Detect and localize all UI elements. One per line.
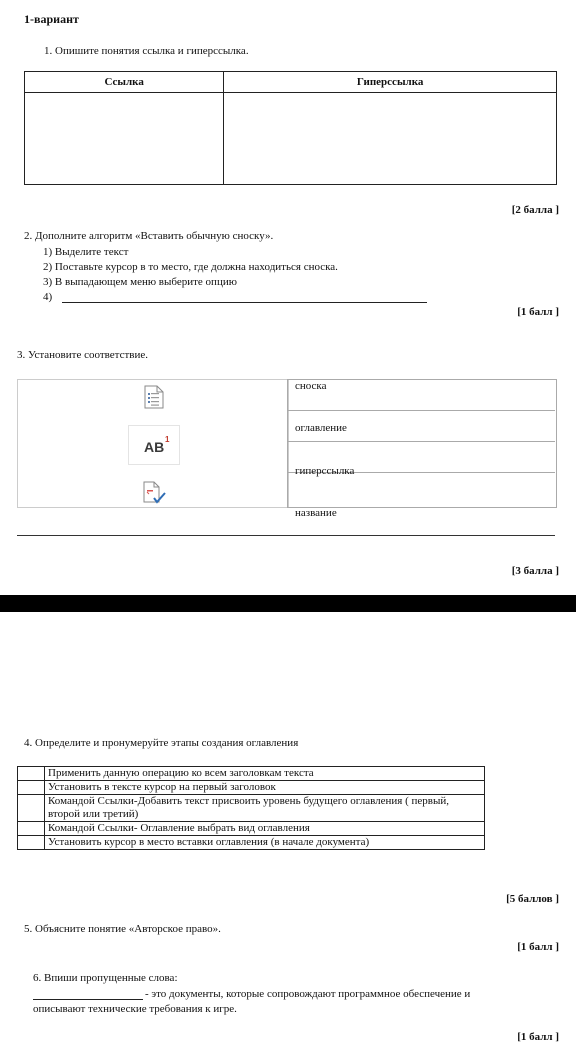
q3-divider-2 bbox=[288, 441, 555, 442]
q1-answer-hyperlink[interactable] bbox=[224, 93, 557, 185]
q4-step: Установить в тексте курсор на первый заголовок bbox=[45, 781, 485, 795]
q3-options-panel bbox=[287, 379, 557, 508]
q4-number-cell[interactable] bbox=[18, 767, 45, 781]
q1-table bbox=[24, 71, 557, 185]
q4-score: [5 баллов ] bbox=[506, 893, 559, 905]
q4-number-cell[interactable] bbox=[18, 836, 45, 850]
q2-answer-line[interactable] bbox=[62, 302, 427, 303]
q4-step: Командой Ссылки-Добавить текст присвоить уровень будущего оглавления ( первый, второй или третий) bbox=[45, 795, 485, 822]
page-separator bbox=[0, 595, 576, 612]
q4-number-cell[interactable] bbox=[18, 781, 45, 795]
q6-score: [1 балл ] bbox=[517, 1031, 559, 1043]
superscript-ab-icon bbox=[128, 425, 180, 465]
document-check-icon bbox=[143, 481, 167, 508]
q1-answer-link[interactable] bbox=[25, 93, 224, 185]
question-5-text: 5. Объясните понятие «Авторское право». bbox=[24, 923, 221, 935]
q3-bottom-rule bbox=[17, 535, 555, 536]
q2-step-2: 2) Поставьте курсор в то место, где должна находиться сноска. bbox=[43, 261, 338, 273]
question-3-text: 3. Установите соответствие. bbox=[17, 349, 148, 361]
q2-step-4: 4) bbox=[43, 291, 53, 303]
q1-score: [2 балла ] bbox=[511, 204, 559, 216]
q4-number-cell[interactable] bbox=[18, 795, 45, 822]
q4-step: Командой Ссылки- Оглавление выбрать вид оглавления bbox=[45, 822, 485, 836]
q3-option-caption[interactable]: название bbox=[295, 507, 337, 519]
q1-col-hyperlink: Гиперссылка bbox=[224, 72, 557, 93]
superscript-one: 1 bbox=[165, 435, 170, 444]
q4-step: Установить курсор в место вставки оглавления (в начале документа) bbox=[45, 836, 485, 850]
q4-table bbox=[17, 766, 485, 850]
q2-score: [1 балл ] bbox=[517, 306, 559, 318]
q3-option-footnote[interactable]: сноска bbox=[295, 380, 327, 392]
superscript-ab-text: AB bbox=[144, 439, 165, 455]
question-6-text: 6. Впиши пропущенные слова: bbox=[33, 972, 178, 984]
document-list-icon bbox=[144, 385, 164, 412]
q4-step: Применить данную операцию ко всем заголовкам текста bbox=[45, 767, 485, 781]
q5-score: [1 балл ] bbox=[517, 941, 559, 953]
q3-option-toc[interactable]: оглавление bbox=[295, 422, 347, 434]
variant-title: 1-вариант bbox=[24, 12, 79, 26]
question-2-text: 2. Дополните алгоритм «Вставить обычную сноску». bbox=[24, 230, 274, 242]
q6-line-2: описывают технические требования к игре. bbox=[33, 1003, 237, 1015]
q4-number-cell[interactable] bbox=[18, 822, 45, 836]
q2-step-1: 1) Выделите текст bbox=[43, 246, 129, 258]
question-1-text: 1. Опишите понятия ссылка и гиперссылка. bbox=[44, 45, 249, 57]
q6-blank-line[interactable] bbox=[33, 999, 143, 1000]
q6-line-1: - это документы, которые сопровождают программное обеспечение и bbox=[145, 988, 471, 1000]
q1-col-link: Ссылка bbox=[25, 72, 224, 93]
q2-step-3: 3) В выпадающем меню выберите опцию bbox=[43, 276, 237, 288]
q3-score: [3 балла ] bbox=[511, 565, 559, 577]
q3-option-hyperlink[interactable]: гиперссылка bbox=[295, 465, 355, 477]
question-4-text: 4. Определите и пронумеруйте этапы создания оглавления bbox=[24, 737, 299, 749]
q3-divider-1 bbox=[288, 410, 555, 411]
